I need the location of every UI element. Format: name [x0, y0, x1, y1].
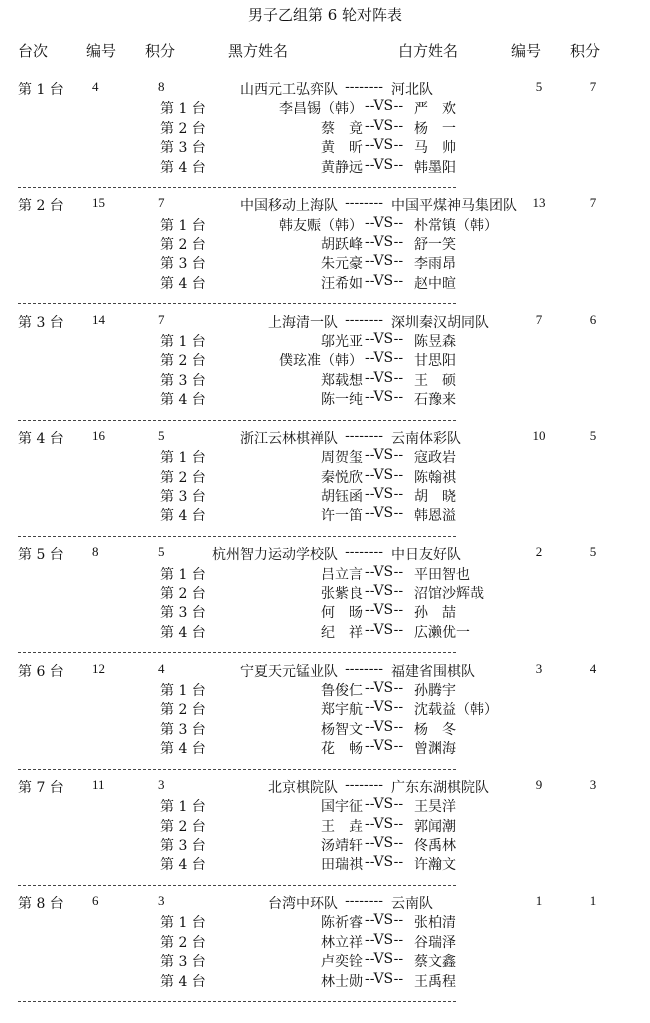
white-team-name: 中国平煤神马集团队 [391, 198, 517, 215]
black-team-number: 15 [92, 195, 105, 211]
row-separator [18, 1001, 456, 1002]
white-player: 佟禹林 [414, 837, 456, 854]
black-team-number: 4 [92, 79, 99, 94]
vs-marker: --VS-- [365, 602, 404, 619]
black-team-score: 3 [158, 893, 165, 909]
board-label: 第 1 台 [160, 450, 206, 467]
board-pairing-row [0, 564, 650, 583]
white-player: 蔡文鑫 [414, 954, 456, 971]
board-pairing-row [0, 602, 650, 621]
white-team-score: 3 [589, 776, 597, 792]
white-player: 王昊洋 [414, 799, 456, 816]
black-team-score: 4 [158, 660, 165, 676]
black-team-name: 台湾中环队 [268, 896, 338, 913]
board-label: 第 1 台 [160, 915, 206, 932]
vs-marker: --VS-- [365, 466, 404, 483]
board-pairing-row [0, 370, 650, 389]
round-block [0, 428, 650, 544]
white-team-score: 4 [589, 660, 597, 676]
vs-marker: --VS-- [365, 912, 404, 929]
white-team-number: 5 [535, 79, 543, 94]
vs-marker: --VS-- [365, 98, 404, 115]
table-label: 第 1 台 [18, 82, 64, 98]
black-player: 田瑞祺 [321, 857, 363, 874]
board-pairing-row [0, 505, 650, 524]
white-team-name: 中日友好队 [391, 547, 461, 564]
white-team-name: 广东东湖棋院队 [391, 779, 489, 796]
round-block [0, 79, 650, 195]
header-black-name: 黑方姓名 [228, 42, 289, 60]
black-player: 蔡 竟 [321, 120, 363, 137]
black-player: 郑载想 [321, 372, 363, 389]
header-num-black: 编号 [86, 42, 117, 60]
round-block [0, 777, 650, 893]
board-label: 第 4 台 [160, 508, 206, 525]
board-pairing-row [0, 253, 650, 272]
table-label: 第 4 台 [18, 430, 64, 447]
black-player: 李昌锡（韩） [279, 101, 363, 118]
white-player: 杨 冬 [414, 721, 456, 738]
black-player: 韩友赈（韩） [279, 217, 363, 234]
board-pairing-row [0, 389, 650, 408]
team-vs-dashes: -------- [345, 776, 383, 793]
white-team-score: 5 [589, 427, 597, 443]
white-team-number: 3 [535, 660, 543, 676]
white-team-score: 7 [589, 79, 597, 94]
black-player: 卢奕铨 [321, 954, 363, 971]
board-pairing-row [0, 971, 650, 990]
black-team-score: 7 [158, 195, 165, 211]
board-pairing-row [0, 583, 650, 602]
team-match-row [0, 195, 650, 214]
white-player: 杨 一 [414, 120, 456, 137]
board-pairing-row [0, 98, 650, 117]
vs-marker: --VS-- [365, 563, 404, 580]
board-label: 第 2 台 [160, 702, 206, 719]
white-team-name: 河北队 [391, 82, 433, 98]
white-player: 王 硕 [414, 372, 456, 389]
black-player: 何 旸 [321, 605, 363, 622]
white-team-name: 云南队 [391, 896, 433, 913]
white-player: 王禹程 [414, 973, 456, 990]
board-pairing-row [0, 137, 650, 156]
board-label: 第 3 台 [160, 489, 206, 506]
row-separator [18, 769, 456, 770]
header-white-name: 白方姓名 [398, 42, 459, 60]
vs-marker: --VS-- [365, 505, 404, 522]
vs-marker: --VS-- [365, 486, 404, 503]
board-label: 第 1 台 [160, 566, 206, 583]
white-player: 谷瑞泽 [414, 934, 456, 951]
black-player: 秦悦欣 [321, 469, 363, 486]
row-separator [18, 303, 456, 304]
board-pairing-row [0, 912, 650, 931]
white-player: 甘思阳 [414, 353, 456, 370]
team-match-row [0, 312, 650, 331]
table-label: 第 7 台 [18, 779, 64, 796]
vs-marker: --VS-- [365, 718, 404, 735]
team-match-row [0, 428, 650, 447]
board-pairing-row [0, 854, 650, 873]
header-score-black: 积分 [145, 42, 176, 60]
board-label: 第 4 台 [160, 392, 206, 409]
vs-marker: --VS-- [365, 272, 404, 289]
board-label: 第 3 台 [160, 721, 206, 738]
vs-marker: --VS-- [365, 834, 404, 851]
black-player: 纪 祥 [321, 624, 363, 641]
black-team-score: 5 [158, 544, 165, 560]
black-team-name: 山西元工弘弈队 [240, 82, 338, 98]
vs-marker: --VS-- [365, 350, 404, 367]
white-player: 陈翰祺 [414, 469, 456, 486]
white-team-score: 5 [589, 544, 597, 560]
board-pairing-row [0, 118, 650, 137]
white-player: 平田智也 [414, 566, 470, 583]
white-player: 赵中暄 [414, 275, 456, 292]
vs-marker: --VS-- [365, 699, 404, 716]
round-block [0, 195, 650, 311]
white-team-number: 2 [535, 544, 543, 560]
team-match-row [0, 79, 650, 98]
board-label: 第 3 台 [160, 605, 206, 622]
board-label: 第 2 台 [160, 934, 206, 951]
round-block [0, 893, 650, 1009]
board-pairing-row [0, 215, 650, 234]
board-pairing-row [0, 699, 650, 718]
board-label: 第 3 台 [160, 954, 206, 971]
white-player: 严 欢 [414, 101, 456, 118]
team-match-row [0, 661, 650, 680]
vs-marker: --VS-- [365, 621, 404, 638]
board-pairing-row [0, 835, 650, 854]
vs-marker: --VS-- [365, 389, 404, 406]
board-label: 第 2 台 [160, 237, 206, 254]
team-vs-dashes: -------- [345, 660, 383, 677]
black-player: 胡跃峰 [321, 237, 363, 254]
vs-marker: --VS-- [365, 738, 404, 755]
white-player: 沼馆沙辉哉 [414, 585, 484, 602]
vs-marker: --VS-- [365, 137, 404, 154]
round-block [0, 661, 650, 777]
black-player: 黄静远 [321, 159, 363, 176]
black-player: 陈祈睿 [321, 915, 363, 932]
black-player: 朱元豪 [321, 256, 363, 273]
board-label: 第 4 台 [160, 973, 206, 990]
white-team-score: 7 [589, 195, 597, 211]
black-team-number: 8 [92, 544, 99, 560]
black-team-score: 8 [158, 79, 165, 94]
board-pairing-row [0, 486, 650, 505]
white-team-number: 7 [535, 311, 543, 327]
table-label: 第 2 台 [18, 198, 64, 215]
white-player: 韩墨阳 [414, 159, 456, 176]
board-label: 第 4 台 [160, 275, 206, 292]
black-player: 汪希如 [321, 275, 363, 292]
white-player: 李雨昂 [414, 256, 456, 273]
white-player: 沈载益（韩） [414, 702, 498, 719]
board-label: 第 2 台 [160, 585, 206, 602]
white-team-name: 云南体彩队 [391, 430, 461, 447]
black-team-name: 上海清一队 [268, 314, 338, 331]
black-player: 林立祥 [321, 934, 363, 951]
board-label: 第 2 台 [160, 818, 206, 835]
board-pairing-row [0, 350, 650, 369]
white-player: 张柏清 [414, 915, 456, 932]
black-player: 花 畅 [321, 741, 363, 758]
board-label: 第 2 台 [160, 353, 206, 370]
board-pairing-row [0, 157, 650, 176]
white-player: 朴常镇（韩） [414, 217, 498, 234]
black-team-score: 5 [158, 427, 165, 443]
black-team-score: 7 [158, 311, 165, 327]
board-pairing-row [0, 467, 650, 486]
black-player: 黄 昕 [321, 140, 363, 157]
round-block [0, 544, 650, 660]
black-player: 郑宇航 [321, 702, 363, 719]
board-label: 第 4 台 [160, 159, 206, 176]
black-team-name: 北京棋院队 [268, 779, 338, 796]
board-pairing-row [0, 932, 650, 951]
team-vs-dashes: -------- [345, 311, 383, 328]
team-vs-dashes: -------- [345, 79, 383, 95]
white-team-number: 9 [535, 776, 543, 792]
black-player: 周贺玺 [321, 450, 363, 467]
white-team-number: 10 [532, 427, 546, 443]
board-label: 第 2 台 [160, 469, 206, 486]
board-pairing-row [0, 680, 650, 699]
board-pairing-row [0, 273, 650, 292]
vs-marker: --VS-- [365, 156, 404, 173]
white-team-score: 1 [589, 893, 597, 909]
header-score-white: 积分 [570, 42, 601, 60]
white-player: 曾渊海 [414, 741, 456, 758]
row-separator [18, 885, 456, 886]
black-player: 邬光亚 [321, 333, 363, 350]
white-player: 舒一笑 [414, 237, 456, 254]
board-label: 第 2 台 [160, 120, 206, 137]
black-player: 吕立言 [321, 566, 363, 583]
board-label: 第 4 台 [160, 741, 206, 758]
black-player: 许一笛 [321, 508, 363, 525]
black-team-name: 浙江云林棋禅队 [240, 430, 338, 447]
header-num-white: 编号 [511, 42, 542, 60]
board-label: 第 3 台 [160, 837, 206, 854]
vs-marker: --VS-- [365, 815, 404, 832]
vs-marker: --VS-- [365, 796, 404, 813]
board-pairing-row [0, 331, 650, 350]
white-player: 孙 喆 [414, 605, 456, 622]
board-label: 第 3 台 [160, 256, 206, 273]
vs-marker: --VS-- [365, 253, 404, 270]
board-label: 第 1 台 [160, 101, 206, 118]
black-player: 国宇征 [321, 799, 363, 816]
row-separator [18, 652, 456, 653]
vs-marker: --VS-- [365, 931, 404, 948]
white-player: 许瀚文 [414, 857, 456, 874]
black-team-name: 中国移动上海队 [240, 198, 338, 215]
black-player: 张紫良 [321, 585, 363, 602]
board-label: 第 3 台 [160, 372, 206, 389]
white-player: 孙腾宇 [414, 682, 456, 699]
black-player: 王 垚 [321, 818, 363, 835]
team-match-row [0, 893, 650, 912]
table-label: 第 8 台 [18, 896, 64, 913]
table-label: 第 6 台 [18, 663, 64, 680]
board-pairing-row [0, 234, 650, 253]
board-pairing-row [0, 738, 650, 757]
row-separator [18, 536, 456, 537]
vs-marker: --VS-- [365, 369, 404, 386]
white-team-number: 13 [532, 195, 546, 211]
white-player: 胡 晓 [414, 489, 456, 506]
team-match-row [0, 544, 650, 563]
black-team-name: 宁夏天元锰业队 [240, 663, 338, 680]
vs-marker: --VS-- [365, 679, 404, 696]
black-team-number: 6 [92, 893, 99, 909]
black-team-number: 11 [92, 776, 105, 792]
board-pairing-row [0, 447, 650, 466]
black-player: 汤靖轩 [321, 837, 363, 854]
black-team-number: 12 [92, 660, 105, 676]
board-pairing-row [0, 816, 650, 835]
vs-marker: --VS-- [365, 447, 404, 464]
board-pairing-row [0, 951, 650, 970]
header-table: 台次 [18, 42, 49, 60]
team-vs-dashes: -------- [345, 195, 383, 212]
black-player: 林士勋 [321, 973, 363, 990]
table-label: 第 3 台 [18, 314, 64, 331]
black-player: 胡钰函 [321, 489, 363, 506]
white-player: 郭闻潮 [414, 818, 456, 835]
white-player: 広濑优一 [414, 624, 470, 641]
board-pairing-row [0, 719, 650, 738]
team-vs-dashes: -------- [345, 544, 383, 561]
white-team-number: 1 [535, 893, 543, 909]
team-match-row [0, 777, 650, 796]
black-team-score: 3 [158, 776, 165, 792]
black-team-number: 16 [92, 427, 105, 443]
board-label: 第 1 台 [160, 682, 206, 699]
board-pairing-row [0, 796, 650, 815]
vs-marker: --VS-- [365, 970, 404, 987]
vs-marker: --VS-- [365, 234, 404, 251]
row-separator [18, 187, 456, 188]
white-player: 韩恩溢 [414, 508, 456, 525]
team-vs-dashes: -------- [345, 893, 383, 910]
round-block [0, 312, 650, 428]
white-player: 马 帅 [414, 140, 456, 157]
white-team-score: 6 [589, 311, 597, 327]
board-label: 第 1 台 [160, 333, 206, 350]
black-team-name: 杭州智力运动学校队 [212, 547, 338, 564]
vs-marker: --VS-- [365, 214, 404, 231]
board-label: 第 4 台 [160, 857, 206, 874]
black-player: 僕玹准（韩） [279, 353, 363, 370]
board-label: 第 4 台 [160, 624, 206, 641]
white-player: 石豫来 [414, 392, 456, 409]
vs-marker: --VS-- [365, 582, 404, 599]
vs-marker: --VS-- [365, 330, 404, 347]
row-separator [18, 420, 456, 421]
vs-marker: --VS-- [365, 854, 404, 871]
page-title: 男子乙组第 6 轮对阵表 [247, 6, 403, 24]
white-team-name: 深圳秦汉胡同队 [391, 314, 489, 331]
table-label: 第 5 台 [18, 547, 64, 564]
vs-marker: --VS-- [365, 951, 404, 968]
board-label: 第 1 台 [160, 799, 206, 816]
black-player: 陈一纯 [321, 392, 363, 409]
white-team-name: 福建省围棋队 [391, 663, 475, 680]
black-player: 杨智文 [321, 721, 363, 738]
black-team-number: 14 [92, 311, 105, 327]
board-label: 第 1 台 [160, 217, 206, 234]
white-player: 寇政岩 [414, 450, 456, 467]
team-vs-dashes: -------- [345, 427, 383, 444]
vs-marker: --VS-- [365, 117, 404, 134]
board-label: 第 3 台 [160, 140, 206, 157]
white-player: 陈昱森 [414, 333, 456, 350]
black-player: 鲁俊仁 [321, 682, 363, 699]
board-pairing-row [0, 622, 650, 641]
